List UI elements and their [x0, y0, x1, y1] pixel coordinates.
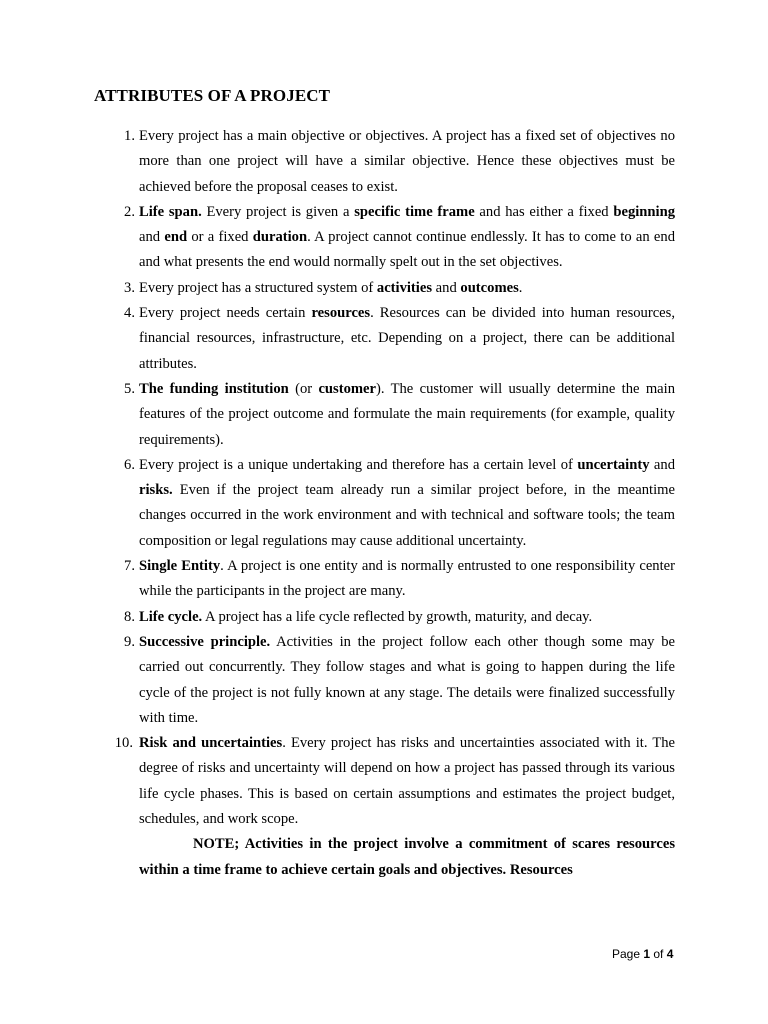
item-number: 5. — [124, 380, 135, 397]
item-text — [139, 457, 675, 549]
bold-term: Risk and uncertainties — [139, 735, 283, 752]
text-segment: and — [649, 456, 675, 473]
item-text — [139, 128, 675, 195]
document-title: ATTRIBUTES OF A PROJECT — [94, 86, 331, 105]
text-segment: Every project is a unique undertaking and therefore has a certain level of — [139, 456, 578, 473]
item-text — [139, 558, 675, 599]
bold-term: outcomes — [460, 279, 519, 296]
item-number: 1. — [124, 128, 135, 144]
item-text — [139, 204, 675, 271]
item-number: 3. — [124, 279, 135, 296]
item-number: 9. — [124, 633, 135, 650]
item-text — [139, 280, 522, 296]
bold-term: uncertainty — [577, 456, 650, 473]
text-segment: Even if the project team already run a similar project before, in the meantime changes occurred in the work environment and with technical and software tools; the team composition or legal regulations may cause additional uncertainty. — [139, 482, 675, 549]
bold-term: activities — [376, 279, 433, 296]
list-item — [124, 276, 675, 301]
text-segment: or a fixed — [187, 229, 253, 246]
bold-term: beginning — [613, 203, 675, 220]
bold-term: duration — [252, 229, 308, 246]
text-segment: . Resources can be divided into human resources, financial resources, infrastructure, etc. Depending on a project, there can be additional attributes. — [139, 305, 675, 372]
item-text — [139, 609, 592, 625]
list-item — [124, 301, 675, 377]
item-number: 10. — [114, 735, 133, 752]
item-number: 4. — [124, 305, 135, 322]
text-segment: Every project is given a — [201, 203, 355, 220]
list-item — [124, 200, 675, 276]
text-segment: Activities in the project follow each other though some may be carried out concurrently. They follow stages and what is going to happen during the life cycle of the project is not fully known at any stage. The details were finalized successfully with time. — [139, 633, 675, 726]
text-segment: and — [139, 229, 165, 246]
bold-term: Successive principle. — [139, 633, 271, 650]
item-number: 2. — [124, 203, 135, 220]
note-paragraph: NOTE; Activities in the project involve a commitment of scares resources within a time frame to achieve certain goals and objectives. Resources — [139, 836, 675, 878]
item-number: 7. — [124, 558, 135, 575]
list-item — [114, 731, 676, 832]
text-segment: . A project is one entity and is normally entrusted to one responsibility center while the participants in the project are many. — [139, 558, 676, 600]
list-item — [124, 605, 675, 630]
bold-term: risks. — [139, 482, 173, 499]
bold-term: customer — [318, 380, 376, 397]
bold-term: The funding institution — [139, 380, 289, 397]
text-segment: . — [518, 279, 523, 296]
item-number: 6. — [124, 456, 135, 473]
page-label: Page — [612, 947, 644, 961]
text-segment: Every project needs certain — [139, 305, 312, 322]
attribute-list — [0, 124, 768, 883]
bold-term: Life cycle. — [139, 608, 203, 625]
text-segment: and — [432, 279, 461, 296]
bold-term: Single Entity — [139, 558, 221, 575]
bold-term: resources — [311, 305, 371, 322]
text-segment: ). The customer will usually determine the main features of the project outcome and formulate the main requirements (for example, quality requirements). — [139, 380, 675, 448]
item-text — [139, 305, 675, 372]
text-segment: (or — [288, 380, 319, 397]
item-text — [139, 381, 675, 448]
total-pages: 4 — [666, 947, 674, 961]
bold-term: Life span. — [139, 203, 202, 220]
current-page: 1 — [643, 947, 651, 961]
page-number — [612, 947, 673, 961]
text-segment: . Every project has risks and uncertainties associated with it. The degree of risks and uncertainty will depend on how a project has passed through its various life cycle phases. This is based on certain assumptions and estimates the project budget, schedules, and work scope. — [139, 735, 676, 828]
list-item — [124, 124, 675, 200]
bold-term: end — [164, 229, 188, 246]
bold-term: specific time frame — [354, 203, 475, 220]
text-segment: . A project cannot continue endlessly. It has to come to an end and what presents the end would normally spelt out in the set objectives. — [139, 229, 675, 271]
list-item — [124, 554, 676, 605]
list-item — [124, 377, 675, 453]
item-number: 8. — [124, 608, 135, 625]
text-segment: A project has a life cycle reflected by growth, maturity, and decay. — [202, 608, 593, 625]
list-item — [124, 630, 675, 731]
text-segment: and has either a fixed — [474, 203, 614, 220]
text-segment: Every project has a structured system of — [139, 279, 377, 296]
page-separator: of — [650, 947, 667, 961]
text-segment: Every project has a main objective or objectives. A project has a fixed set of objectives no more than one project will have a similar objective. Hence these objectives must be achieved before the proposal ceases to exist. — [139, 128, 675, 195]
item-text — [139, 634, 675, 726]
list-item — [124, 453, 675, 554]
item-text — [139, 735, 675, 827]
